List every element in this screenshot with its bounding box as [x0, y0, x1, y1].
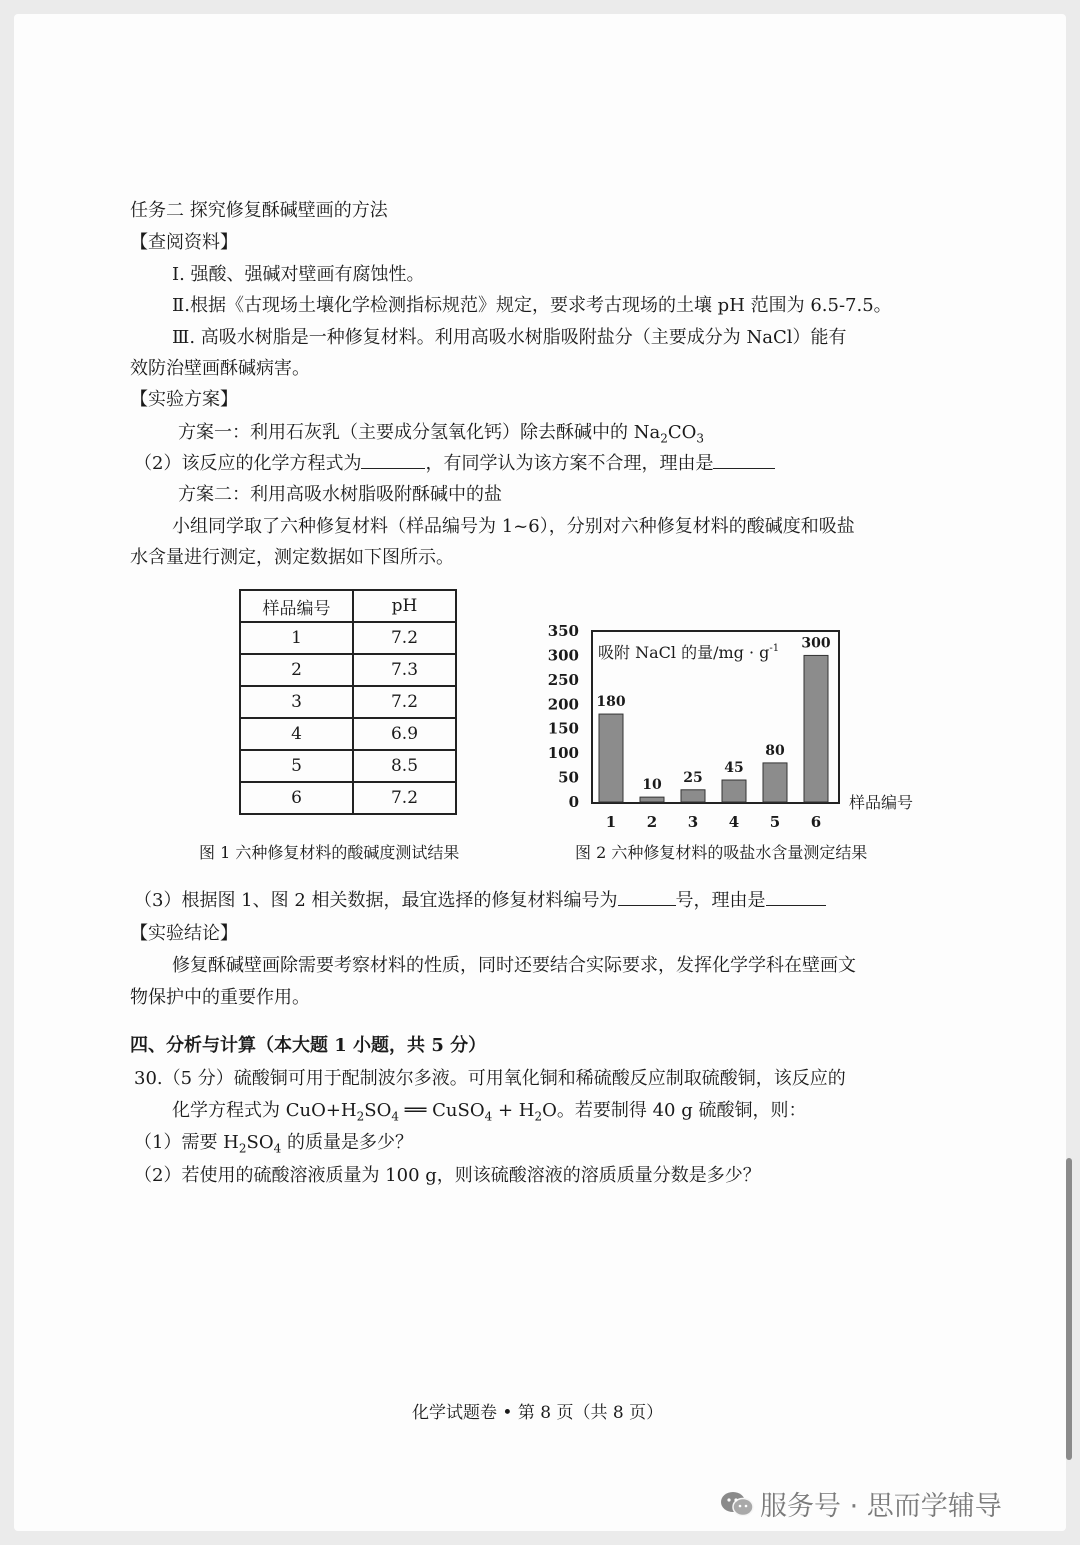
table-cell: 5 — [240, 750, 353, 782]
bar-data-label: 25 — [683, 769, 703, 786]
table-row — [240, 718, 456, 750]
conclusion-header: 【实验结论】 — [130, 923, 238, 944]
chart-x-axis-label: 样品编号 — [849, 793, 914, 812]
table-row — [240, 622, 456, 654]
question-3: （3）根据图 1、图 2 相关数据，最宜选择的修复材料编号为 号，理由是 — [134, 889, 826, 913]
chart-title: 吸附 NaCl 的量$/mg \cdot g^{-1}$ — [598, 643, 780, 662]
y-tick-label: 200 — [547, 695, 579, 714]
plan-one: 方案一：利用石灰乳（主要成分氢氧化钙）除去酥碱中的 $Na_2CO_3$ — [178, 422, 705, 446]
table-row — [240, 750, 456, 782]
paragraph-line-2: 水含量进行测定，测定数据如下图所示。 — [130, 547, 454, 568]
answer-blank[interactable] — [361, 452, 425, 469]
watermark-text: 服务号 · 思而学辅导 — [760, 1491, 1002, 1522]
y-tick-label: 150 — [547, 719, 579, 738]
y-tick-label: 300 — [547, 646, 579, 665]
table-header-row — [240, 590, 456, 622]
table-cell: 2 — [240, 654, 353, 686]
table-row — [240, 654, 456, 686]
task-heading: 任务二 探究修复酥碱壁画的方法 — [130, 200, 388, 221]
table-cell: 8.5 — [353, 750, 456, 782]
x-tick-label: 5 — [769, 813, 781, 831]
table-cell: 7.3 — [353, 654, 456, 686]
paragraph-line-1: 小组同学取了六种修复材料（样品编号为 1~6），分别对六种修复材料的酸碱度和吸盐 — [172, 516, 855, 537]
table-header-cell: 样品编号 — [240, 590, 353, 622]
conclusion-line-2: 物保护中的重要作用。 — [130, 987, 310, 1008]
reference-item-2: Ⅱ.根据《古现场土壤化学检测指标规范》规定，要求考古现场的土壤 pH 范围为 6.5-7.5。 — [172, 295, 892, 316]
question-30-equation: 化学方程式为 $CuO+H_2SO_4$ ══ CuSO$_4$ + $H_2O$。若要制得 40 g 硫酸铜，则： — [172, 1100, 807, 1124]
watermark — [720, 1484, 1002, 1525]
wechat-icon — [720, 1490, 754, 1525]
y-tick-label: 100 — [547, 744, 579, 763]
y-tick-label: 50 — [558, 768, 579, 787]
table-row — [240, 782, 456, 814]
conclusion-line-1: 修复酥碱壁画除需要考察材料的性质，同时还要结合实际要求，发挥化学学科在壁画文 — [172, 955, 856, 976]
question-30-part-2: （2）若使用的硫酸溶液质量为 100 g，则该硫酸溶液的溶质质量分数是多少？ — [134, 1165, 761, 1186]
bar-data-label: 45 — [724, 760, 744, 777]
reference-item-3: Ⅲ. 高吸水树脂是一种修复材料。利用高吸水树脂吸附盐分（主要成分为 NaCl）能有 — [172, 327, 847, 348]
bar-data-label: 10 — [642, 777, 662, 794]
x-tick-label: 3 — [687, 813, 699, 831]
answer-blank[interactable] — [618, 889, 676, 906]
reference-item-1: Ⅰ. 强酸、强碱对壁画有腐蚀性。 — [172, 264, 425, 285]
y-tick-label: 0 — [568, 793, 579, 811]
answer-blank[interactable] — [713, 452, 775, 469]
table-cell: 7.2 — [353, 782, 456, 814]
table-cell: 6 — [240, 782, 353, 814]
reference-header: 【查阅资料】 — [130, 232, 238, 253]
bar-data-label: 80 — [765, 742, 785, 759]
question-30: 30.（5 分）硫酸铜可用于配制波尔多液。可用氧化铜和稀硫酸反应制取硫酸铜，该反应的 — [134, 1068, 846, 1089]
bar-data-label: 180 — [596, 694, 626, 711]
bar-data-label: 300 — [801, 635, 831, 652]
table-row — [240, 686, 456, 718]
y-tick-label: 250 — [547, 670, 579, 689]
ph-table — [239, 589, 457, 815]
plan-two: 方案二：利用高吸水树脂吸附酥碱中的盐 — [178, 484, 502, 505]
plan-header: 【实验方案】 — [130, 389, 238, 410]
scrollbar[interactable] — [1066, 1158, 1072, 1460]
table-cell: 1 — [240, 622, 353, 654]
table-header-cell: pH — [353, 590, 456, 622]
x-tick-label: 6 — [810, 813, 822, 831]
figure-2-caption: 图 2 六种修复材料的吸盐水含量测定结果 — [575, 843, 868, 862]
table-cell: 7.2 — [353, 622, 456, 654]
y-tick-label: 350 — [547, 622, 579, 640]
table-cell: 3 — [240, 686, 353, 718]
question-2: （2）该反应的化学方程式为 ，有同学认为该方案不合理，理由是 — [134, 452, 775, 476]
x-tick-label: 2 — [646, 813, 658, 831]
table-cell: 7.2 — [353, 686, 456, 718]
figure-1-caption: 图 1 六种修复材料的酸碱度测试结果 — [199, 843, 460, 862]
question-30-part-1: （1）需要 $H_2SO_4$ 的质量是多少？ — [134, 1132, 413, 1156]
reference-item-3-cont: 效防治壁画酥碱病害。 — [130, 358, 310, 379]
section-4-heading: 四、分析与计算（本大题 1 小题，共 5 分） — [130, 1035, 487, 1056]
answer-blank[interactable] — [766, 889, 826, 906]
page-footer: 化学试题卷 • 第 8 页（共 8 页） — [412, 1403, 664, 1423]
x-tick-label: 1 — [605, 813, 617, 831]
table-cell: 4 — [240, 718, 353, 750]
x-tick-label: 4 — [728, 813, 740, 831]
table-cell: 6.9 — [353, 718, 456, 750]
